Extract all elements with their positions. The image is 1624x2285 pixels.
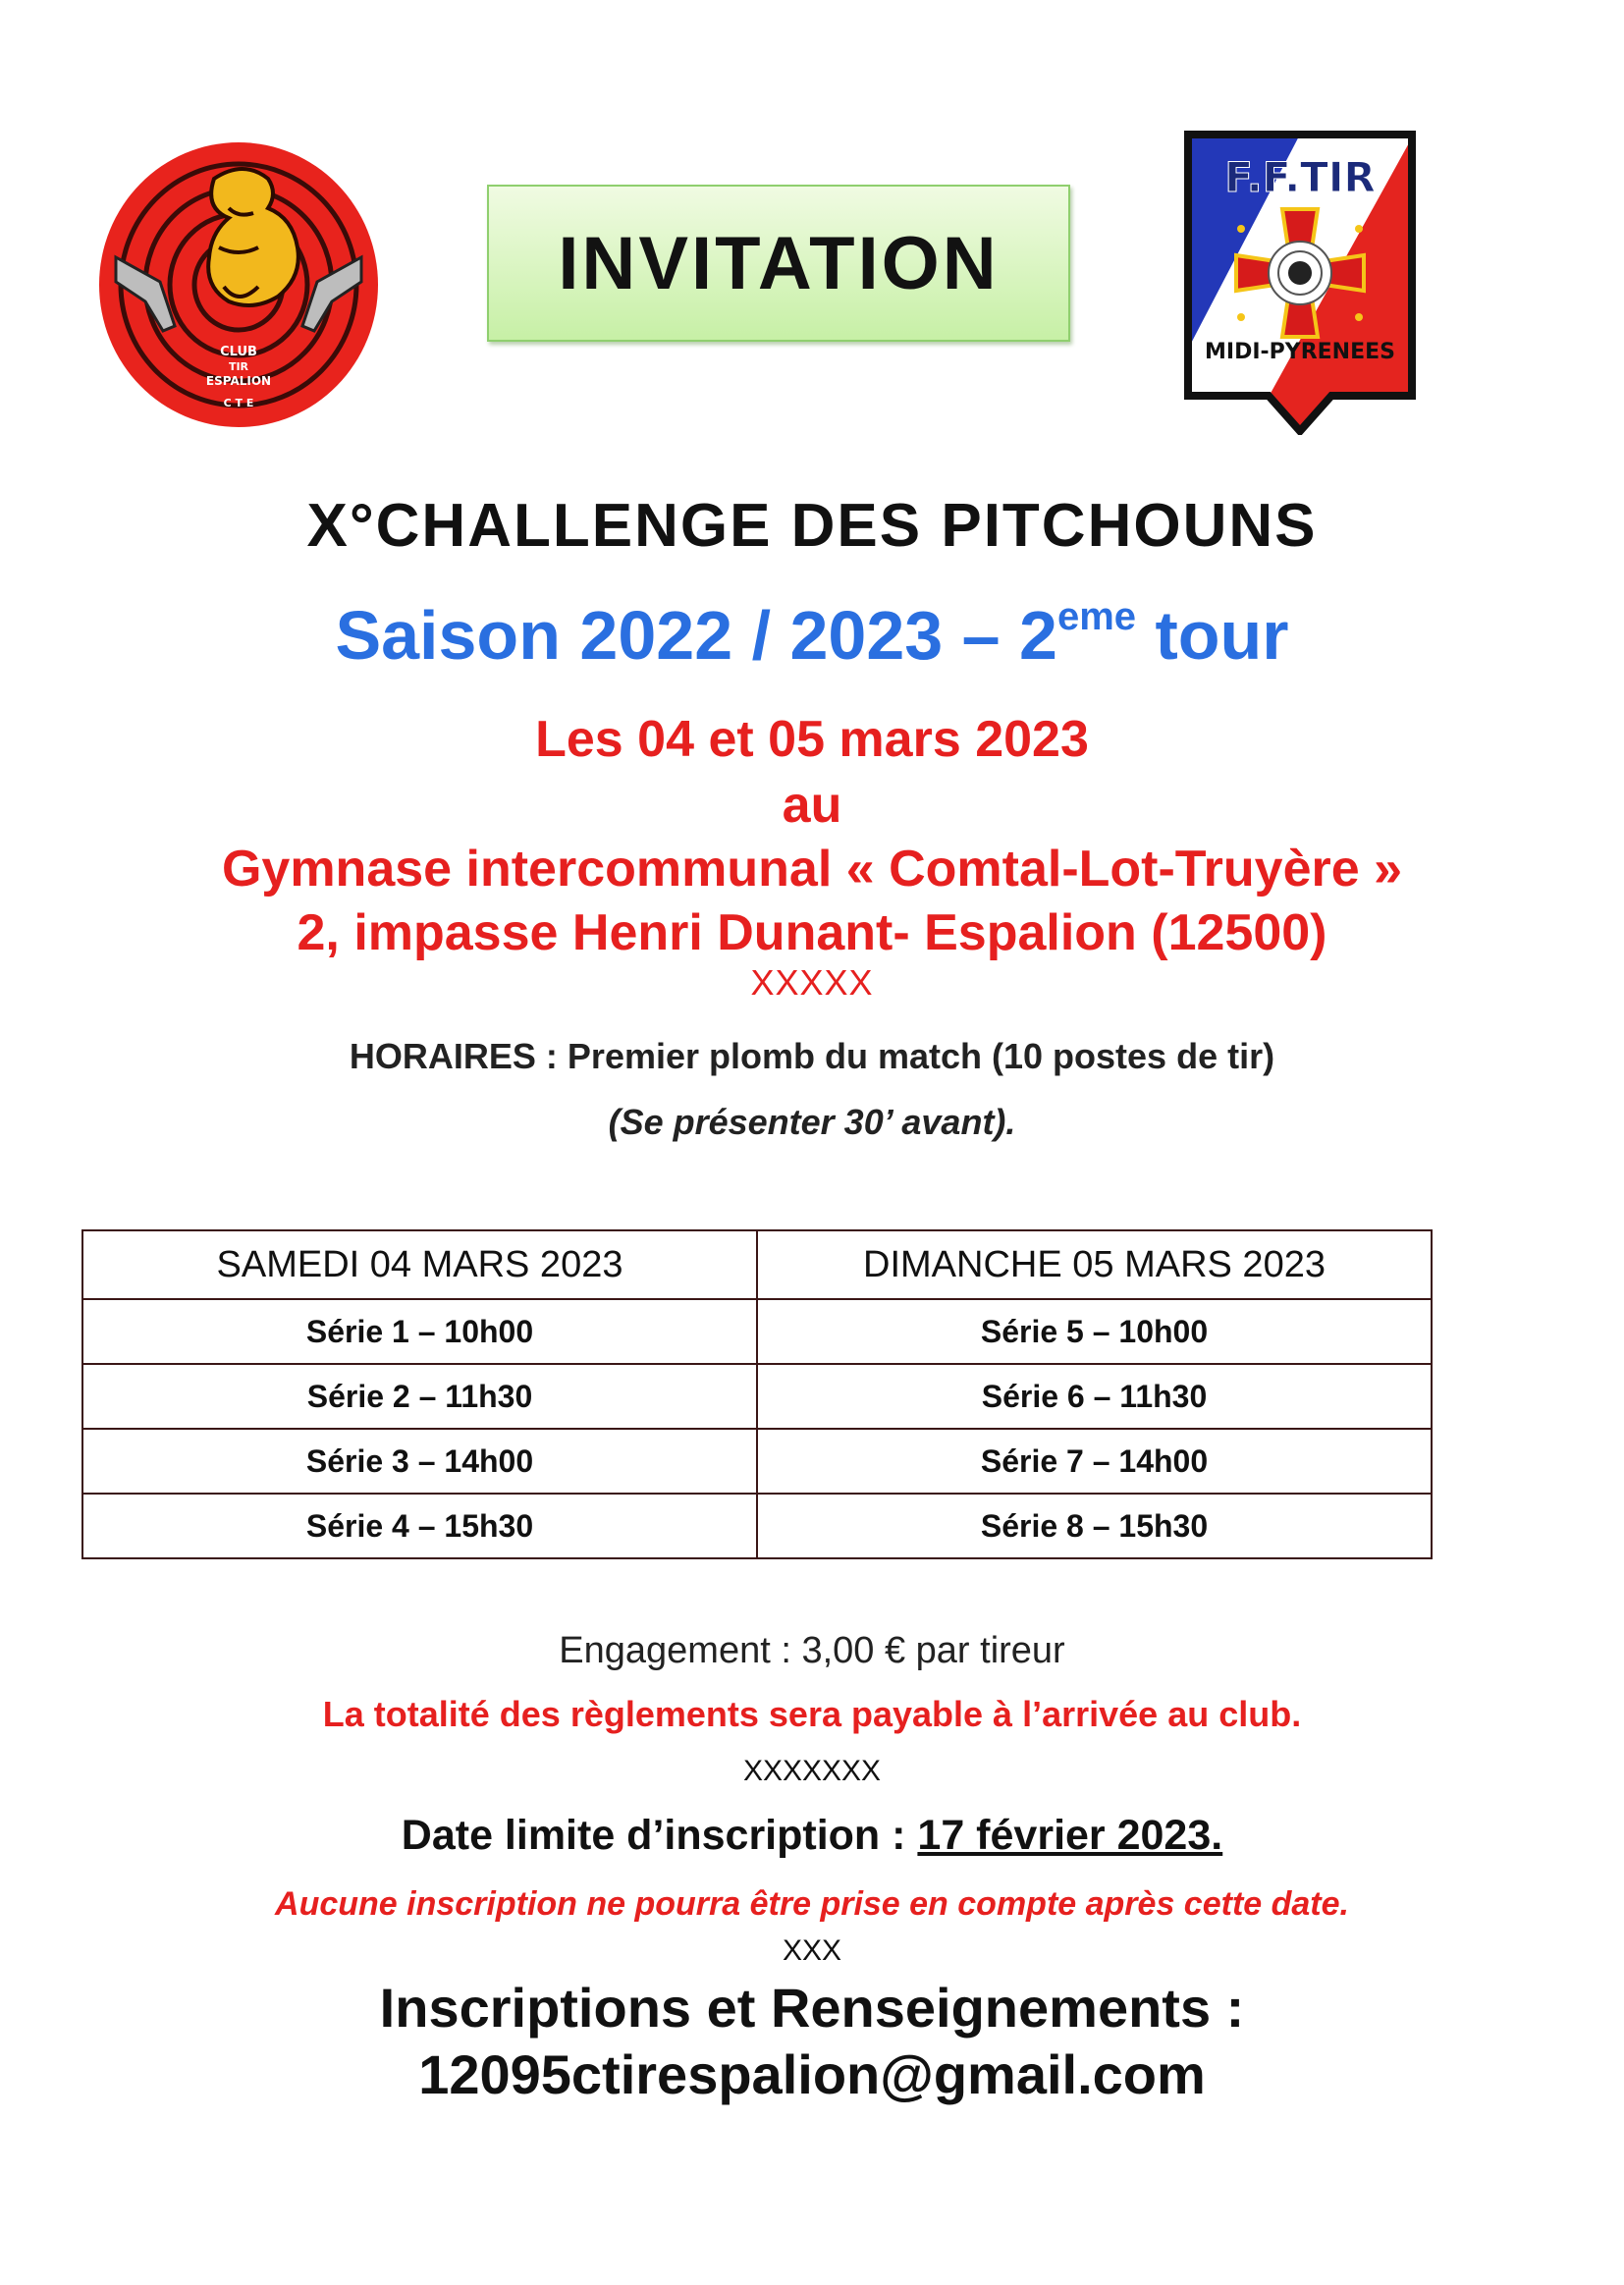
deadline-warning: Aucune inscription ne pourra être prise en compte après cette date. [275,1885,1349,1923]
season-line [0,596,1624,675]
contact-label: Inscriptions et Renseignements : [379,1977,1245,2039]
contact-email[interactable]: 12095ctirespalion@gmail.com [418,2043,1206,2105]
club-logo-text-espalion: ESPALION [205,374,272,388]
event-dates: Les 04 et 05 mars 2023 [535,711,1089,768]
schedule-cell: Série 2 – 11h30 [82,1364,757,1429]
schedule-cell: Série 7 – 14h00 [757,1429,1432,1494]
table-row [82,1299,1432,1364]
schedule-cell: Série 3 – 14h00 [82,1429,757,1494]
deadline-date: 17 février 2023. [917,1812,1223,1859]
schedule-header-row [82,1230,1432,1299]
club-logo [96,139,381,429]
club-logo-text-club: CLUB [220,345,257,359]
fftir-logo [1184,131,1416,435]
schedule-table [81,1229,1433,1559]
invitation-box [487,185,1070,342]
schedule-header-sunday: DIMANCHE 05 MARS 2023 [757,1230,1432,1299]
event-au: au [782,777,842,834]
table-row [82,1429,1432,1494]
horaires-note: (Se présenter 30’ avant). [608,1102,1016,1142]
horaires-line: HORAIRES : Premier plomb du match (10 postes de tir) [349,1036,1275,1076]
table-row [82,1364,1432,1429]
event-venue: Gymnase intercommunal « Comtal-Lot-Truyère » [221,841,1403,898]
event-address: 2, impasse Henri Dunant- Espalion (12500) [297,904,1327,961]
footer-separator-2: XXX [782,1934,842,1967]
schedule-cell: Série 1 – 10h00 [82,1299,757,1364]
schedule-cell: Série 5 – 10h00 [757,1299,1432,1364]
fftir-logo-title: F.F.TIR [1224,153,1376,201]
deadline-line [0,1812,1624,1860]
deadline-label: Date limite d’inscription : [401,1812,918,1859]
club-logo-text-cte: C T E [223,397,254,409]
footer-separator-1: XXXXXXX [742,1755,882,1787]
schedule-header-saturday: SAMEDI 04 MARS 2023 [82,1230,757,1299]
invitation-heading: INVITATION [558,221,1000,305]
challenge-title: X°CHALLENGE DES PITCHOUNS [306,492,1318,560]
table-row [82,1494,1432,1558]
schedule-cell: Série 8 – 15h30 [757,1494,1432,1558]
schedule-cell: Série 4 – 15h30 [82,1494,757,1558]
schedule-cell: Série 6 – 11h30 [757,1364,1432,1429]
fftir-logo-region: MIDI-PYRENEES [1205,340,1395,364]
season-main: Saison 2022 / 2023 – 2 [335,597,1057,674]
club-logo-text-tir: TIR [228,360,249,373]
event-separator: XXXXX [750,962,874,1003]
season-after: tour [1136,597,1289,674]
season-sup: eme [1056,594,1137,638]
payment-note: La totalité des règlements sera payable à l’arrivée au club. [322,1694,1302,1734]
engagement-fee: Engagement : 3,00 € par tireur [559,1630,1065,1671]
